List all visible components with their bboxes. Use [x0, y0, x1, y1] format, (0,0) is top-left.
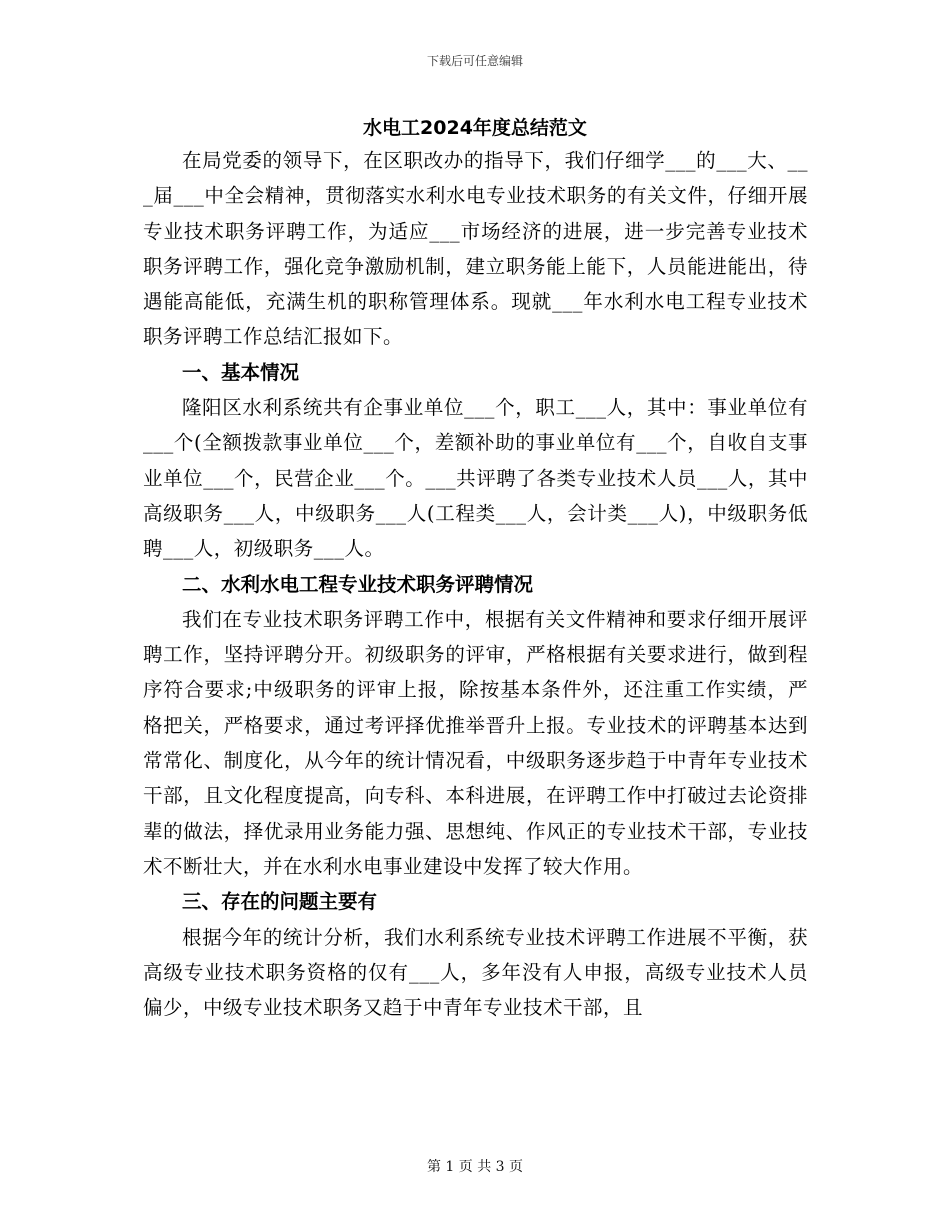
section-heading-problems: 三、存在的问题主要有 — [182, 890, 378, 914]
section-heading-basic-situation: 一、基本情况 — [182, 360, 300, 384]
section-heading-evaluation: 二、水利水电工程专业技术职务评聘情况 — [182, 572, 534, 596]
section-paragraph-evaluation: 我们在专业技术职务评聘工作中，根据有关文件精神和要求仔细开展评聘工作，坚持评聘分开。初级职务的评审，严格根据有关要求进行，做到程序符合要求;中级职务的评审上报，除按基本条件外，还注重工作实绩，严格把关，严格要求，通过考评择优推举晋升上报。专业技术的评聘基本达到常常化、制度化，从今年的统计情况看，中级职务逐步趋于中青年专业技术干部，且文化程度提高，向专科、本科进展，在评聘工作中打破过去论资排辈的做法，择优录用业务能力强、思想纯、作风正的专业技术干部，专业技术不断壮大，并在水利水电事业建设中发挥了较大作用。 — [143, 607, 808, 878]
section-paragraph-problems: 根据今年的统计分析，我们水利系统专业技术评聘工作进展不平衡，获高级专业技术职务资格的仅有___人，多年没有人申报，高级专业技术人员偏少，中级专业技术职务又趋于中青年专业技术干部，且 — [143, 925, 808, 1020]
intro-paragraph: 在局党委的领导下，在区职改办的指导下，我们仔细学___的___大、___届___中全会精神，贯彻落实水利水电专业技术职务的有关文件，仔细开展专业技术职务评聘工作，为适应___市场经济的进展，进一步完善专业技术职务评聘工作，强化竞争激励机制，建立职务能上能下，人员能进能出，待遇能高能低，充满生机的职称管理体系。现就___年水利水电工程专业技术职务评聘工作总结汇报如下。 — [143, 149, 808, 349]
page-number-footer: 第 1 页 共 3 页 — [426, 1159, 524, 1175]
section-paragraph-basic-situation: 隆阳区水利系统共有企事业单位___个，职工___人，其中：事业单位有___个(全额拨款事业单位___个，差额补助的事业单位有___个，自收自支事业单位___个，民营企业___个。___共评聘了各类专业技术人员___人，其中高级职务___人，中级职务___人(工程类___人，会计类___人)，中级职务低聘___人，初级职务___人。 — [143, 396, 808, 561]
page-header-note: 下载后可任意编辑 — [426, 54, 523, 68]
document-title: 水电工2024年度总结范文 — [363, 117, 587, 139]
document-body — [143, 143, 808, 1025]
